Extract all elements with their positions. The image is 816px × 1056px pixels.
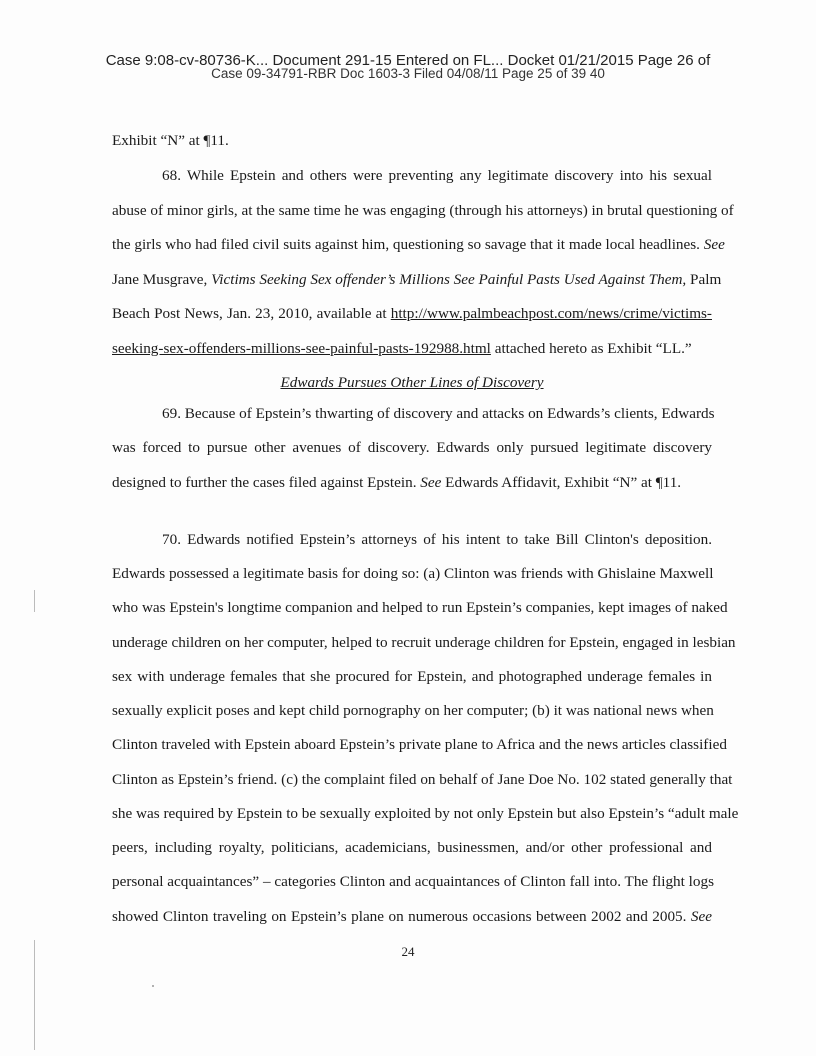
- court-header-line-2: Case 09-34791-RBR Doc 1603-3 Filed 04/08/11 Page 25 of 39 40: [211, 66, 605, 81]
- text-span: Beach Post News, Jan. 23, 2010, available at: [112, 305, 387, 322]
- paragraph-70-line: sex with underage females that she procured for Epstein, and photographed underage females in: [112, 668, 712, 685]
- article-link[interactable]: seeking-sex-offenders-millions-see-painful-pasts-192988.html: [112, 340, 491, 357]
- text-span: the girls who had filed civil suits against him, questioning so savage that it made local headlines.: [112, 236, 700, 253]
- paragraph-68-line: [112, 236, 725, 254]
- paragraph-69-line: [112, 474, 681, 492]
- paragraph-68-line: abuse of minor girls, at the same time he was engaging (through his attorneys) in brutal questioning of: [112, 202, 734, 219]
- section-heading: Edwards Pursues Other Lines of Discovery: [280, 374, 544, 391]
- paragraph-68-line: 68. While Epstein and others were preventing any legitimate discovery into his sexual: [162, 167, 712, 184]
- paragraph-68-line: [112, 340, 692, 358]
- paragraph-70-line: personal acquaintances” – categories Clinton and acquaintances of Clinton fall into. The flight logs: [112, 873, 714, 890]
- paragraph-70-line: sexually explicit poses and kept child pornography on her computer; (b) it was national news when: [112, 702, 714, 719]
- paragraph-70-line: 70. Edwards notified Epstein’s attorneys of his intent to take Bill Clinton's deposition.: [162, 531, 712, 548]
- citation-signal: See: [690, 908, 712, 925]
- paragraph-70-line: Clinton traveled with Epstein aboard Epstein’s private plane to Africa and the news articles classified: [112, 736, 727, 753]
- article-title: Victims Seeking Sex offender’s Millions See Painful Pasts Used Against Them,: [211, 271, 687, 288]
- page-number: 24: [401, 944, 415, 959]
- text-span: showed Clinton traveling on Epstein’s plane on numerous occasions between 2002 and 2005.: [112, 908, 687, 925]
- citation-signal: See: [703, 236, 725, 253]
- text-span: Edwards Affidavit, Exhibit “N” at ¶11.: [445, 474, 682, 491]
- scan-margin-mark: [34, 940, 35, 1050]
- paragraph-68-line: [112, 305, 712, 323]
- article-link[interactable]: http://www.palmbeachpost.com/news/crime/victims-: [390, 305, 712, 322]
- text-span: attached hereto as Exhibit “LL.”: [494, 340, 692, 357]
- paragraph-70-line: Edwards possessed a legitimate basis for doing so: (a) Clinton was friends with Ghislaine Maxwell: [112, 565, 714, 582]
- author-name: Jane Musgrave,: [112, 271, 208, 288]
- paragraph-69-line: 69. Because of Epstein’s thwarting of discovery and attacks on Edwards’s clients, Edwards: [162, 405, 715, 422]
- paragraph-70-line: peers, including royalty, politicians, academicians, businessmen, and/or other professional and: [112, 839, 712, 856]
- paragraph-70-line: she was required by Epstein to be sexually exploited by not only Epstein but also Epstein’s “adult male: [112, 805, 739, 822]
- citation-signal: See: [420, 474, 442, 491]
- text-line: Exhibit “N” at ¶11.: [112, 132, 229, 149]
- text-span: designed to further the cases filed against Epstein.: [112, 474, 417, 491]
- paragraph-70-line: [112, 908, 712, 926]
- paragraph-69-line: was forced to pursue other avenues of discovery. Edwards only pursued legitimate discovery: [112, 439, 712, 456]
- court-header-line-1: Case 9:08-cv-80736-K... Document 291-15 Entered on FL... Docket 01/21/2015 Page 26 of: [105, 52, 711, 69]
- paragraph-70-line: underage children on her computer, helped to recruit underage children for Epstein, engaged in lesbian: [112, 634, 736, 651]
- paragraph-68-line: [112, 271, 722, 289]
- scan-speck: [152, 985, 154, 987]
- paragraph-70-line: Clinton as Epstein’s friend. (c) the complaint filed on behalf of Jane Doe No. 102 stated generally that: [112, 771, 733, 788]
- text-span: Palm: [690, 271, 722, 288]
- paragraph-70-line: who was Epstein's longtime companion and helped to run Epstein’s companies, kept images of naked: [112, 599, 728, 616]
- scan-margin-mark: [34, 590, 35, 612]
